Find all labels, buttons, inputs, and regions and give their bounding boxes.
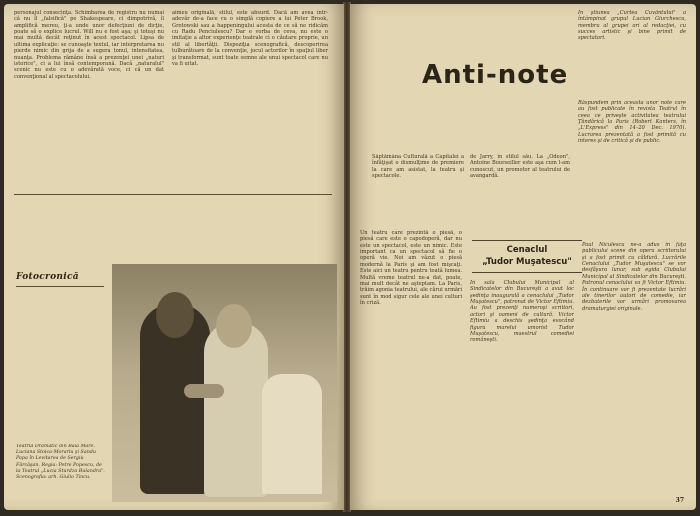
stage-photo <box>112 264 337 502</box>
cenaclu-heading <box>472 245 582 267</box>
left-page-column-2: aimeu originală, stilul, este absurd. Dacă am avea într-adevăr de-a face cu o simplă copiere a lui Peter Brook, Grotowski sau a happeningului acesta de ce să ne ridicăm cu Radu Penciulescu? Dar e vorba de ceva, nu este o imitaţie a altor experienţe teatrale ci o căutare proprie, un stil al libertăţii. Dispoziţia scenografică, descoperirea tulburătoare de la convenţie, jocul actorilor în spaţiul liber şi transformat, sunt toate semne ale unui spectacol care nu va fi uitat. <box>172 10 328 67</box>
section-divider <box>14 194 332 195</box>
right-page <box>350 4 696 510</box>
cenaclu-column-1: În sala Clubului Municipal al Sindicatelor din Bucureşti a avut loc şedinţa inaugurală a cenaclului „Tudor Muşatescu", patronat de Victor Eftimiu. Au fost prezenţi numeroşi scriitori, actori şi oameni de cultură. Victor Eftimiu a deschis şedinţa evocând figura marelui umorist Tudor Muşatescu, maestrul comediei româneşti. <box>470 280 574 344</box>
page-number: 37 <box>675 497 684 504</box>
left-page-column-1: personajul consecinţa. Schimbarea de registru nu numai că nu îl „falsifică" pe Shakespeare, ci dimpotrivă, îl amplifică mereu, ţi-a unde unor defecţiuni de dicţie, poate să o explice lucrul. Will nu e fost aşa; şi totuşi nu mai multă decât reţinut în acest spectacol. Lipsa de ultima explicaţie: se cunoaşte textul, iar interpretarea nu pierde nimic din grija de a sugera tonul, intensitatea, nuanţa. Problema rămâne însă a prezenţei unei „naturi istorice", ci a lui însă contemporană. Dacă „naturalul" scenic nu este cu o adevărată voce, ci că un dat convenţional al spectacolului. <box>14 10 164 80</box>
right-italic-column: Răspundem prin aceasta unor note care au fost publicate în revista Teatrul în ceea ce priveşte activitatea teatrului Ţăndărică la Paris (Robert Kanters, în „L'Express" din 14–20 Dec. 1970). Lucrarea prezentată a fost primită cu interes şi de critică şi de public. <box>578 100 686 145</box>
anti-note-intro: Săptămâna Culturală a Capitalei a înfăţişat o dismulţime de premiere la care am asistat, la teatru şi spectacole. <box>372 154 464 180</box>
fotocronica-heading: Fotocronică <box>16 272 79 282</box>
photo-caption: Teatrul Dramatic din Baia Mare. Luciana Stoica-Morariu şi Sandu Papa în Levitarea de Sergiu Fărcăşan. Regia: Petre Popescu, de la Teatrul „Lucia Sturdza Bulandra". Scenografia: arh. Giulio Tincu. <box>16 444 105 481</box>
anti-note-column-1-lower: Un teatru care prezintă o piesă, o piesă care este o capodoperă, dar nu este un spectacol, este un nimic. Este important ca un spectacol să fie o operă vie. Noi am văzut o piesă modernă la Paris şi am fost mişcaţi. Este aici un teatru pentru toată lumea. Multă vreme teatrul ne-a dat, poate, mai mult decât ne aşteptam. La Paris, trăim agonia teatrului, ale cărui urmări sunt în mod sigur cele ale unei culturi în criză. <box>360 230 462 306</box>
anti-note-column-2: de Jarry, în stilul său. La „Odeon", Antoine Bourseiller este aşa cum l-am cunoscut, un promotor al teatrului de avangardă. <box>470 154 570 180</box>
right-top-column: În ştiunea „Curtea Cuvântului" a întâmpinat grupul Lucian Giurchescu, membru al grupei ori al redacţiei, cu succes artistic şi bine primit de spectatori. <box>578 10 686 42</box>
cenaclu-rule-top <box>472 240 582 241</box>
cenaclu-column-2: Paul Niculescu ne-a adus în faţa publicului scene din opera scriitorului şi a fost primit cu căldură. Lucrările Cenaclului „Tudor Muşatescu" se vor desfăşura lunar, sub egida Clubului Municipal al Sindicatelor din Bucureşti. Patronul cenaclului va fi Victor Eftimiu. În continuare vor fi prezentate lucrări ale tinerilor autori de comedie, iar dezbaterile vor urmări promovarea dramaturgiei originale. <box>582 242 686 312</box>
anti-note-heading: Anti-note <box>422 60 569 90</box>
cenaclu-heading-line-2: „Tudor Muşatescu" <box>482 257 572 267</box>
left-page <box>4 4 344 510</box>
cenaclu-rule-bottom <box>472 272 582 273</box>
cenaclu-heading-line-1: Cenaclul <box>506 245 548 255</box>
heading-underline <box>16 286 104 287</box>
